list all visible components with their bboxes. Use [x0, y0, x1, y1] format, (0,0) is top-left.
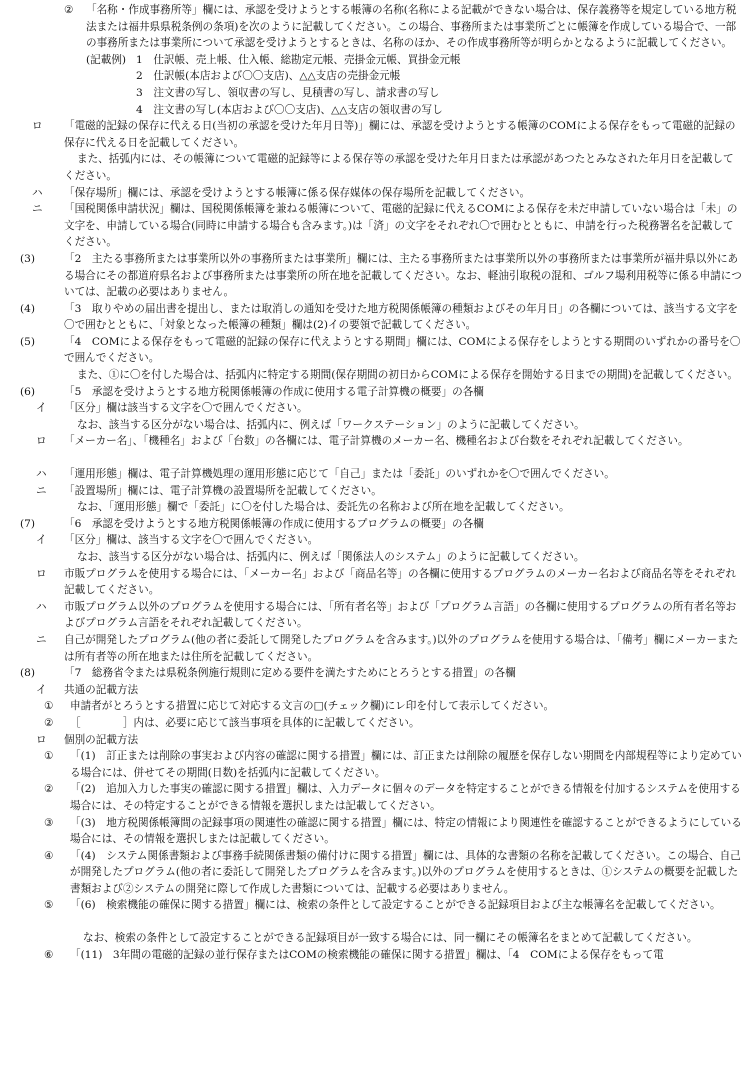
paragraph-text: なお、検索の条件として設定することができる記録項目が一致する場合には、同一欄にその帳簿名をまとめて記載してください。 — [83, 932, 698, 945]
paragraph-text: ［ ］内は、必要に応じて該当事項を具体的に記載してください。 — [70, 716, 420, 729]
text-block — [0, 466, 749, 483]
paragraph-text: 「設置場所」欄には、電子計算機の設置場所を記載してください。 — [64, 484, 382, 497]
text-block — [0, 301, 749, 334]
text-block — [0, 566, 749, 599]
paragraph-text: なお、「運用形態」欄で「委託」に〇を付した場合は、委託先の名称および所在地を記載してください。 — [77, 501, 570, 514]
text-block — [0, 102, 749, 119]
text-block — [0, 400, 749, 417]
item-marker: (記載例) — [86, 53, 127, 66]
text-block — [0, 251, 749, 301]
item-marker: ② — [64, 4, 74, 16]
paragraph-text: 「電磁的記録の保存に代える日(当初の承認を受けた年月日等)」欄には、承認を受けようとする帳簿のCOMによる保存をもって電磁的記録の保存に代える日を記載してください。 — [64, 120, 736, 149]
item-marker: (4) — [20, 302, 36, 315]
text-block — [0, 417, 749, 434]
paragraph-text: 「区分」欄は、該当する文字を〇で囲んでください。 — [64, 534, 319, 547]
item-marker: (7) — [20, 517, 36, 530]
text-block — [0, 185, 749, 202]
item-marker: (8) — [20, 667, 36, 680]
paragraph-text: 「7 総務省令または県税条例施行規則に定める要件を満たすためにとろうとする措置」の各欄 — [64, 667, 516, 680]
item-marker: ハ — [32, 186, 43, 199]
paragraph-text: 「国税関係申請状況」欄は、国税関係帳簿を兼ねる帳簿について、電磁的記録に代えるCOMによる保存を未だ申請していない場合は「未」の文字を、申請している場合(同時に申請する場合も含みます。)は「済」の文字をそれぞれ〇で囲むとともに、申請を行った税務署名を記載してください。 — [64, 203, 738, 249]
text-block — [0, 118, 749, 151]
item-marker: (3) — [20, 252, 36, 265]
item-marker: ④ — [44, 849, 54, 862]
text-block — [0, 665, 749, 682]
item-marker: ② — [44, 783, 54, 796]
text-block — [0, 52, 749, 69]
item-marker: ロ — [36, 435, 47, 448]
item-marker: イ — [36, 683, 47, 696]
text-block — [0, 334, 749, 367]
paragraph-text: また、括弧内には、その帳簿について電磁的記録等による保存等の承認を受けた年月日または承認があつたとみなされた年月日を記載してください。 — [64, 153, 734, 182]
paragraph-text: 「運用形態」欄は、電子計算機処理の運用形態に応じて「自己」または「委託」のいずれかを〇で囲んでください。 — [64, 468, 615, 481]
text-block — [0, 748, 749, 781]
text-block — [0, 549, 749, 566]
text-block — [0, 384, 749, 401]
paragraph-text: 「3 取りやめの届出書を提出し、または取消しの通知を受けた地方税関係帳簿の種類およびその年月日」の各欄については、該当する文字を〇で囲むとともに、「対象となった帳簿の種類」欄は(2)イの要領で記載してください。 — [64, 302, 738, 332]
text-block — [0, 897, 749, 914]
paragraph-text: 「区分」欄は該当する文字を〇で囲んでください。 — [64, 402, 308, 415]
item-marker: ロ — [36, 733, 47, 746]
text-block — [0, 2, 749, 52]
paragraph-text: なお、該当する区分がない場合は、括弧内に、例えば「関係法人のシステム」のように記載してください。 — [77, 551, 585, 563]
paragraph-text: また、①に〇を付した場合は、括弧内に特定する期間(保存期間の初日からCOMによる保存を開始する日までの期間)を記載してください。 — [77, 369, 738, 382]
text-block — [0, 499, 749, 516]
paragraph-text: 2 仕訳帳(本店および〇〇支店)、△△支店の売掛金元帳 — [136, 70, 401, 83]
paragraph-text: なお、該当する区分がない場合は、括弧内に、例えば「ワークステーション」のように記載してください。 — [77, 418, 585, 431]
item-marker: ロ — [32, 120, 43, 133]
text-block — [0, 599, 749, 632]
paragraph-text: 「6 承認を受けようとする地方税関係帳簿の作成に使用するプログラムの概要」の各欄 — [64, 517, 484, 530]
paragraph-text: 「(4) システム関係書類および事務手続関係書類の備付けに関する措置」欄には、具体的な書類の名称を記載してください。この場合、自己が開発したプログラム(他の者に委託して開発したプログラムを含みます。)以外のプログラムを使用するときは、①システムの概要を記載した書類および②システムの開発に際して作成した書類については、記載する必要はありません。 — [70, 849, 741, 895]
paragraph-text: 「保存場所」欄には、承認を受けようとする帳簿に係る保存媒体の保存場所を記載してください。 — [64, 186, 531, 199]
item-marker: ① — [44, 750, 54, 763]
paragraph-text: 「(6) 検索機能の確保に関する措置」欄には、検索の条件として設定することができる記録項目および主な帳簿名を記載してください。 — [70, 899, 721, 912]
paragraph-text: 「5 承認を受けようとする地方税関係帳簿の作成に使用する電子計算機の概要」の各欄 — [64, 385, 484, 398]
text-block — [0, 682, 749, 699]
item-marker: ニ — [36, 484, 47, 497]
paragraph-text: 自己が開発したプログラム(他の者に委託して開発したプログラムを含みます。)以外のプログラムを使用する場合は、「備考」欄にメーカーまたは所有者等の所在地または住所を記載してください。 — [64, 633, 739, 663]
paragraph-text: 共通の記載方法 — [64, 683, 139, 696]
text-block — [0, 930, 749, 947]
item-marker: (6) — [20, 385, 36, 398]
paragraph-text: 申請者がとろうとする措置に応じて対応する文言の□(チェック欄)にレ印を付して表示してください。 — [70, 700, 555, 713]
item-marker: ロ — [36, 567, 47, 580]
item-marker: ハ — [36, 468, 47, 481]
paragraph-text: 「(11) 3年間の電磁的記録の並行保存またはCOMの検索機能の確保に関する措置」欄は、「4 COMによる保存をもって電 — [70, 948, 664, 961]
text-block — [0, 367, 749, 384]
text-block — [0, 848, 749, 898]
paragraph-text: 「4 COMによる保存をもって電磁的記録の保存に代えようとする期間」欄には、COMによる保存をしようとする期間のいずれかの番号を〇で囲んでください。 — [64, 335, 741, 365]
item-marker: ニ — [32, 203, 43, 216]
item-marker: (5) — [20, 335, 36, 348]
paragraph-text: 個別の記載方法 — [64, 733, 139, 746]
text-block — [0, 85, 749, 102]
item-marker: ③ — [44, 816, 54, 829]
text-block — [0, 516, 749, 533]
text-block — [0, 532, 749, 549]
paragraph-text: 1 仕訳帳、売上帳、仕入帳、総勘定元帳、売掛金元帳、買掛金元帳 — [136, 53, 461, 66]
text-block — [0, 815, 749, 848]
text-block — [0, 433, 749, 450]
paragraph-text: 「2 主たる事務所または事業所以外の事務所または事業所」欄には、主たる事務所または事業所以外の事務所または事業所が福井県以外にある場合にその都道府県名および事務所または事業所の所在地を記載してください。なお、軽油引取税の混和、ゴルフ場利用税等に係る申請については、記載の必要はありません。 — [64, 252, 742, 299]
paragraph-text: 「(1) 訂正または削除の事実および内容の確認に関する措置」欄には、訂正または削除の履歴を保存しない期間を内部規程等により定めている場合には、併せてその期間(日数)を括弧内に記載してください。 — [70, 750, 742, 779]
text-block — [0, 781, 749, 814]
paragraph-text: 「(3) 地方税関係帳簿間の記録事項の関連性の確認に関する措置」欄には、特定の情報により関連性を確認することができるようにしている場合には、その情報を選択しまたは記載してください。 — [70, 816, 742, 846]
item-marker: ニ — [36, 633, 47, 646]
item-marker: ① — [44, 700, 54, 713]
item-marker: ⑥ — [44, 948, 54, 961]
text-block — [0, 715, 749, 732]
text-block — [0, 151, 749, 184]
paragraph-text: 3 注文書の写し、領収書の写し、見積書の写し、請求書の写し — [136, 86, 440, 99]
text-block — [0, 201, 749, 251]
text-block — [0, 632, 749, 665]
paragraph-text: 市販プログラムを使用する場合には、「メーカー名」および「商品名等」の各欄に使用するプログラムのメーカー名および商品名等をそれぞれ記載してください。 — [64, 567, 737, 597]
item-marker: イ — [36, 402, 47, 415]
text-block — [0, 732, 749, 749]
paragraph-text: 「メーカー名」、「機種名」および「台数」の各欄には、電子計算機のメーカー名、機種名および台数をそれぞれ記載してください。 — [64, 435, 689, 448]
paragraph-text: 市販プログラム以外のプログラムを使用する場合には、「所有者名等」および「プログラム言語」の各欄に使用するプログラムの所有者名等およびプログラム言語をそれぞれ記載してください。 — [64, 600, 737, 630]
item-marker: ② — [44, 716, 54, 729]
item-marker: ハ — [36, 600, 47, 613]
text-block — [0, 698, 749, 715]
paragraph-text: 「(2) 追加入力した事実の確認に関する措置」欄は、入力データに個々のデータを特定することができる情報を付加するシステムを使用する場合には、その特定することができる情報を選択しまたは記載してください。 — [70, 783, 741, 812]
item-marker: ⑤ — [44, 899, 54, 912]
item-marker: イ — [36, 534, 47, 547]
text-block — [0, 947, 749, 964]
paragraph-text: 4 注文書の写し(本店および〇〇支店)、△△支店の領収書の写し — [136, 103, 443, 116]
paragraph-text: 「名称・作成事務所等」欄には、承認を受けようとする帳簿の名称(名称による記載ができない場合は、保存義務等を規定している地方税法または福井県県税条例の条項)を次のように記載してください。この場合、事務所または事業所ごとに帳簿を作成している場合で、一部の事務所または事業所について承認を受けようとするときは、名称のほか、その作成事務所等が明らかとなるように記載してください。 — [86, 4, 737, 50]
text-block — [0, 483, 749, 500]
text-block — [0, 68, 749, 85]
